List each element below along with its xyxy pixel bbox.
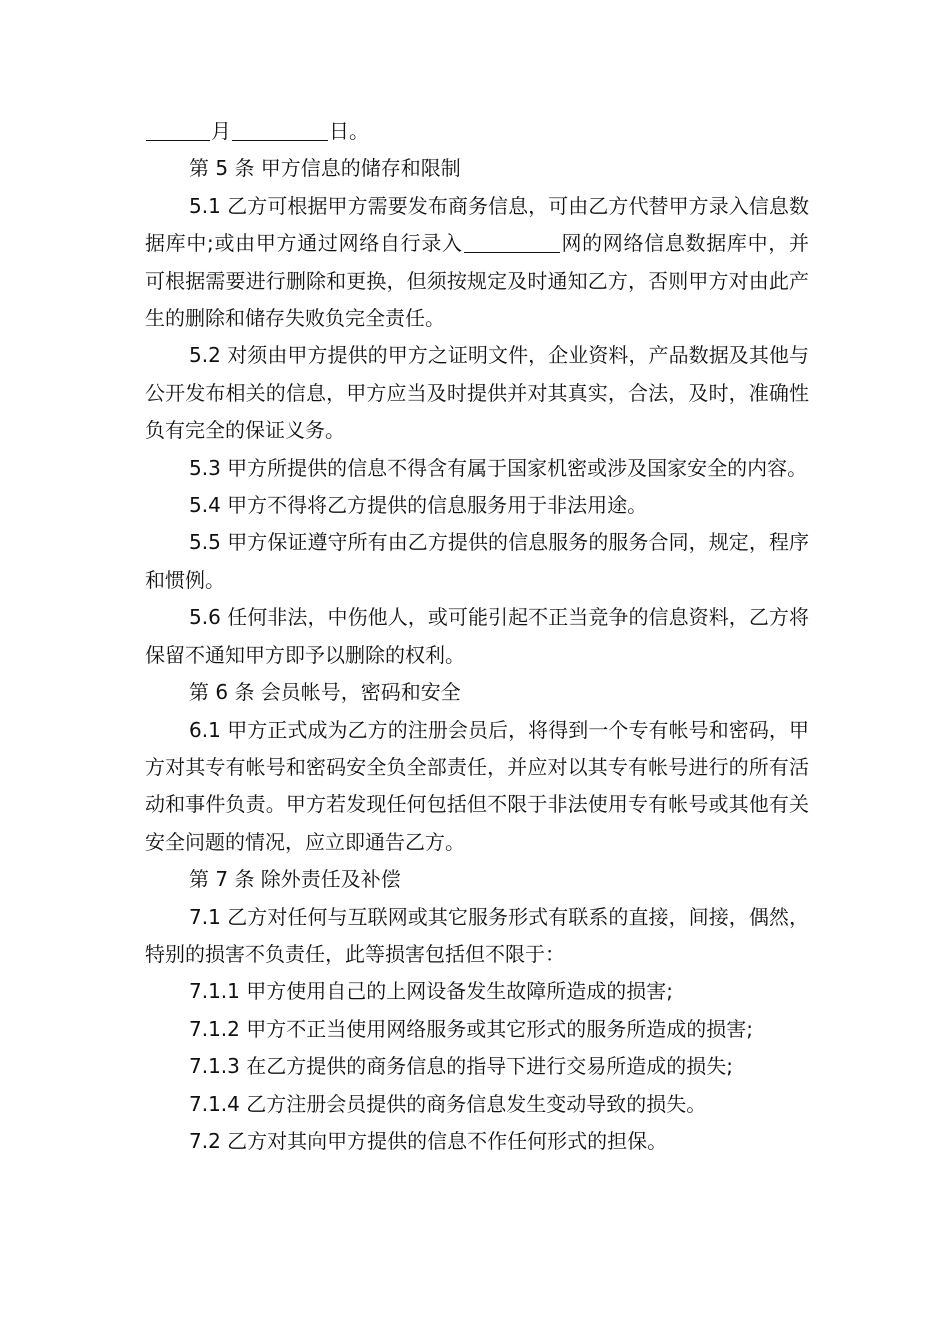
clause-7-1-4: 7.1.4 乙方注册会员提供的商务信息发生变动导致的损失。	[189, 1091, 707, 1116]
clause-7-1-2: 7.1.2 甲方不正当使用网络服务或其它形式的服务所造成的损害;	[189, 1016, 753, 1041]
clause-5-4: 5.4 甲方不得将乙方提供的信息服务用于非法用途。	[189, 493, 648, 518]
article-6-heading: 第 6 条 会员帐号，密码和安全	[189, 680, 461, 705]
day-label: 日。	[329, 119, 369, 143]
clause-5-3: 5.3 甲方所提供的信息不得含有属于国家机密或涉及国家安全的内容。	[189, 455, 808, 480]
clause-6-1: 6.1 甲方正式成为乙方的注册会员后，将得到一个专有帐号和密码，甲方对其专有帐号和密码安全负全部责任，并应对以其专有帐号进行的所有活动和事件负责。甲方若发现任何包括但不限于非法使用专有帐号或其他有关安全问题的情况，应立即通告乙方。	[145, 717, 809, 854]
article-7-heading: 第 7 条 除外责任及补偿	[189, 867, 401, 892]
clause-7-1-1: 7.1.1 甲方使用自己的上网设备发生故障所造成的损害;	[189, 979, 673, 1004]
document-body	[145, 113, 809, 1160]
clause-5-1-tail: 网的网络信息数据库中，并可根据需要进行删除和更换，但须按规定及时通知乙方，否则甲方对由此产生的删除和储存失败负完全责任。	[145, 231, 809, 331]
month-label: 月	[211, 119, 231, 143]
clause-5-2: 5.2 对须由甲方提供的甲方之证明文件，企业资料，产品数据及其他与公开发布相关的信息，甲方应当及时提供并对其真实，合法，及时，准确性负有完全的保证义务。	[145, 343, 809, 443]
clause-5-5: 5.5 甲方保证遵守所有由乙方提供的信息服务的服务合同，规定，程序和惯例。	[145, 530, 809, 592]
clause-5-6: 5.6 任何非法，中伤他人，或可能引起不正当竞争的信息资料，乙方将保留不通知甲方即予以删除的权利。	[145, 605, 809, 667]
clause-7-1: 7.1 乙方对任何与互联网或其它服务形式有联系的直接，间接，偶然，特别的损害不负责任，此等损害包括但不限于：	[145, 904, 809, 966]
website-name-blank	[464, 228, 560, 253]
clause-5-1	[145, 188, 809, 338]
clause-7-1-3: 7.1.3 在乙方提供的商务信息的指导下进行交易所造成的损失;	[189, 1054, 733, 1079]
date-line	[145, 113, 809, 150]
day-blank	[232, 116, 328, 141]
month-blank	[146, 116, 210, 141]
article-5-heading: 第 5 条 甲方信息的储存和限制	[189, 156, 461, 181]
clause-7-2: 7.2 乙方对其向甲方提供的信息不作任何形式的担保。	[189, 1128, 668, 1153]
clause-5-1-head: 5.1 乙方可根据甲方需要发布商务信息，可由乙方代替甲方录入信息数据库中;或由甲方通过网络自行录入	[145, 193, 809, 256]
